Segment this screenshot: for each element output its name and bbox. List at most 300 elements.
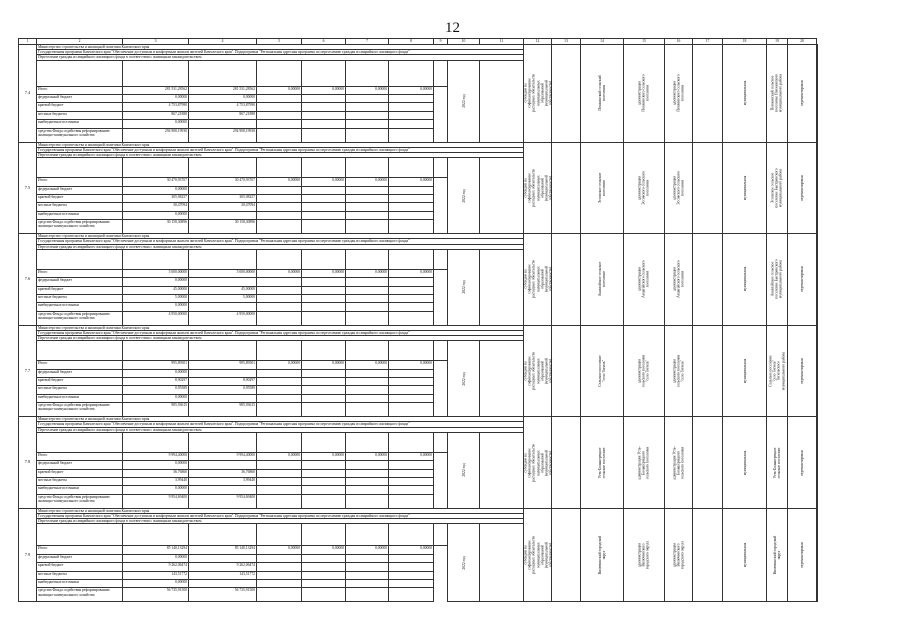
block-c14-text: администрация сельского поселения "село Тигиль" (637, 354, 651, 388)
block-c18-text: Эссовское сельское поселение Быстринского муниципального района (770, 168, 784, 208)
amount-total: 9 954,69400 (123, 494, 189, 508)
amount-later-year: 0,00000 (346, 86, 389, 94)
block-c11-text: субсидии на софинансирование расходных обязательств муниципальных образований (муниципальной собственности) (522, 536, 553, 574)
block-year (448, 524, 480, 602)
finance-row-label: местные бюджеты (37, 571, 123, 579)
amount-empty (389, 486, 434, 494)
amount-total: 45,00000 (123, 286, 189, 294)
block-header-line: Министерство строительства и жилищной политики Камчатского края (37, 45, 524, 50)
block-c18-text: Вилючинский городской округ (772, 535, 781, 575)
block-c17 (723, 417, 767, 509)
spacer-cell (123, 249, 189, 269)
amount-2022: 0,95589 (189, 386, 257, 394)
block-c11 (524, 417, 552, 509)
block-year-text: 2022 год (461, 372, 466, 386)
amount-2022: 9 262,06474 (189, 563, 257, 571)
amount-empty (257, 461, 302, 469)
program-table (18, 38, 818, 602)
amount-total: 294 908,19930 (123, 128, 189, 142)
block-c16 (693, 45, 723, 143)
amount-total: 0,00000 (123, 120, 189, 128)
amount-empty (257, 486, 302, 494)
finance-row-label: Итого (37, 269, 123, 277)
block-c16 (693, 417, 723, 509)
block-c17-text: муниципальная (742, 450, 747, 475)
amount-empty (389, 294, 434, 302)
finance-row-label: федеральный бюджет (37, 554, 123, 562)
amount-total: 30 470,93707 (123, 178, 189, 186)
amount-2022: 9 994,40000 (189, 452, 257, 460)
block-c12 (552, 325, 581, 417)
block-c20 (817, 417, 818, 509)
amount-total: 305,98257 (123, 194, 189, 202)
amount-empty (389, 286, 434, 294)
column-header: 15 (624, 39, 665, 45)
column-header: 18 (723, 39, 767, 45)
amount-later-year: 0,00000 (346, 452, 389, 460)
amount-total: 5,00000 (123, 294, 189, 302)
block-c19 (788, 142, 817, 234)
block-c13 (581, 234, 624, 326)
block-year (448, 249, 480, 325)
amount-empty (389, 111, 434, 119)
column-header: 3 (123, 39, 189, 45)
amount-empty (389, 194, 434, 202)
spacer-cell (257, 341, 302, 361)
amount-later-year: 0,00000 (302, 452, 346, 460)
amount-later-year: 0,00000 (257, 86, 302, 94)
finance-row-label: краевой бюджет (37, 194, 123, 202)
amount-total: 0,00000 (123, 303, 189, 311)
amount-empty (389, 278, 434, 286)
amount-2022 (189, 486, 257, 494)
amount-empty (346, 120, 389, 128)
block-c17 (723, 45, 767, 143)
block-c14-text: администрация Вилючинского городского округа (637, 540, 651, 570)
amount-total: 0,00000 (123, 186, 189, 194)
amount-2022: 56 735,91500 (189, 588, 257, 602)
block-header-line: Переселение граждан из аварийного жилищного фонда в соответствии с жилищным законодательством (37, 244, 524, 249)
spacer-cell (37, 60, 123, 86)
block-c13-text: Сельское поселение "село Тигиль" (597, 355, 606, 387)
block-c13-text: Вилючинский городской округ (597, 535, 606, 575)
amount-empty (389, 386, 434, 394)
amount-empty (302, 478, 346, 486)
amount-total: 30,47094 (123, 203, 189, 211)
block-header-line: Государственная программа Камчатского края "Обеспечение доступным и комфортным жильем жителей Камчатского края". Подпрограмма "Региональная адресная программа по переселению граждан из аварийного жилищного фонда" (37, 239, 524, 244)
amount-empty (302, 311, 346, 325)
amount-later-year: 0,00000 (389, 86, 434, 94)
column-header: 1 (19, 39, 37, 45)
spacer-cell (302, 158, 346, 178)
block-c16 (693, 325, 723, 417)
spacer-cell (189, 432, 257, 452)
block-header-line: Переселение граждан из аварийного жилищного фонда в соответствии с жилищным законодательством (37, 519, 524, 524)
amount-later-year: 0,00000 (389, 452, 434, 460)
amount-total: 0,00000 (123, 211, 189, 219)
finance-row-label: внебюджетные источники (37, 486, 123, 494)
amount-2022: 30 158,30896 (189, 220, 257, 234)
amount-2022: 45,00000 (189, 286, 257, 294)
block-c11-text: субсидии на софинансирование расходных обязательств муниципальных образований (муниципальной собственности) (522, 260, 553, 299)
spacer-cell (37, 158, 123, 178)
amount-empty (257, 194, 302, 202)
amount-empty (346, 194, 389, 202)
amount-empty (302, 588, 346, 602)
amount-empty (302, 286, 346, 294)
amount-total: 0,00000 (123, 95, 189, 103)
spacer-cell (434, 524, 448, 546)
spacer-cell (123, 524, 189, 546)
block-c15 (665, 417, 693, 509)
block-header-line: Министерство строительства и жилищной политики Камчатского края (37, 508, 524, 513)
amount-total: 0,00000 (123, 461, 189, 469)
amount-empty (389, 579, 434, 587)
amount-empty (302, 303, 346, 311)
block-c15 (665, 45, 693, 143)
block-c15 (665, 142, 693, 234)
block-year-text: 2022 год (461, 280, 466, 294)
amount-2022 (189, 554, 257, 562)
amount-2022 (189, 579, 257, 587)
block-c18 (767, 234, 788, 326)
block-c17 (723, 325, 767, 417)
amount-empty (302, 120, 346, 128)
amount-empty (389, 478, 434, 486)
amount-empty (257, 571, 302, 579)
block-c12 (552, 45, 581, 143)
amount-later-year: 0,00000 (302, 178, 346, 186)
amount-empty (302, 403, 346, 417)
amount-empty (346, 403, 389, 417)
block-year (448, 341, 480, 417)
block-c12 (552, 417, 581, 509)
amount-empty (346, 211, 389, 219)
finance-row-label: Итого (37, 361, 123, 369)
block-c15-text: администрация Вилючинского городского округа (672, 540, 685, 570)
block-c13 (581, 417, 624, 509)
block-c18 (767, 325, 788, 417)
column-header: 17 (693, 39, 723, 45)
spacer-cell (389, 158, 434, 178)
column-header: 20 (788, 39, 817, 45)
amount-empty (346, 278, 389, 286)
amount-empty (389, 588, 434, 602)
finance-row-label: внебюджетные источники (37, 303, 123, 311)
amount-empty (346, 203, 389, 211)
amount-later-year: 0,00000 (257, 452, 302, 460)
amount-empty (346, 486, 389, 494)
amount-empty (389, 128, 434, 142)
amount-2022 (189, 278, 257, 286)
block-c11 (524, 325, 552, 417)
amount-2022: 8,90297 (189, 378, 257, 386)
block-c11-text: субсидии на софинансирование расходных обязательств муниципальных образований (муниципальной собственности) (522, 169, 553, 207)
column-header: 6 (302, 39, 346, 45)
amount-later-year: 0,00000 (346, 361, 389, 369)
block-c11 (524, 508, 552, 602)
amount-later-year: 0,00000 (346, 546, 389, 554)
block-c15-text: администрация сельского поселения "село Тигиль" (672, 354, 685, 388)
block-c16 (693, 234, 723, 326)
amount-empty (346, 378, 389, 386)
block-c14-text: администрация Пенжинского сельского поселения (637, 74, 651, 112)
spacer-cell (302, 60, 346, 86)
amount-empty (346, 220, 389, 234)
block-c12 (552, 142, 581, 234)
amount-later-year: 0,00000 (389, 269, 434, 277)
amount-empty (346, 286, 389, 294)
block-c18-text: Пенжинский сельское поселение Пенжинского муниципального района (770, 74, 784, 113)
amount-empty (302, 211, 346, 219)
amount-empty (346, 186, 389, 194)
amount-later-year: 0,00000 (302, 269, 346, 277)
block-c15-text: администрация Пенжинского сельского поселения (672, 74, 685, 112)
block-c20 (817, 142, 818, 234)
block-c18 (767, 142, 788, 234)
finance-row-label: местные бюджеты (37, 478, 123, 486)
block-c19 (788, 325, 817, 417)
block-c15 (665, 234, 693, 326)
amount-empty (302, 103, 346, 111)
spacer-cell (480, 60, 524, 142)
spacer-cell (123, 60, 189, 86)
amount-empty (257, 294, 302, 302)
block-c19 (788, 234, 817, 326)
finance-row-label: краевой бюджет (37, 378, 123, 386)
amount-empty (346, 294, 389, 302)
block-index: 7.6 (19, 234, 37, 326)
amount-empty (302, 386, 346, 394)
amount-empty (389, 461, 434, 469)
amount-2022: 30,47094 (189, 203, 257, 211)
amount-empty (257, 579, 302, 587)
block-c14-text: администрация Усть-Большерецкого сельского поселения (637, 445, 651, 480)
block-c19-text: отремонтирован (799, 175, 804, 201)
block-header-line: Государственная программа Камчатского края "Обеспечение доступным и комфортным жильем жителей Камчатского края". Подпрограмма "Региональная адресная программа по переселению граждан из аварийного жилищного фонда" (37, 330, 524, 335)
spacer-cell (389, 432, 434, 452)
amount-2022 (189, 369, 257, 377)
amount-total: 85 140,13294 (123, 546, 189, 554)
block-c11-text: субсидии на софинансирование расходных обязательств муниципальных образований (муниципальной собственности) (522, 74, 553, 113)
spacer-cell (480, 341, 524, 417)
amount-total: 0,00000 (123, 369, 189, 377)
block-c17-text: муниципальная (742, 267, 747, 292)
amount-2022: 143,51772 (189, 571, 257, 579)
amount-2022 (189, 211, 257, 219)
amount-total: 0,00000 (123, 579, 189, 587)
amount-later-year: 0,00000 (302, 546, 346, 554)
finance-row-label: средства Фонда содействия реформированию жилищно-коммунального хозяйства (37, 128, 123, 142)
amount-empty (389, 311, 434, 325)
finance-row-label: краевой бюджет (37, 563, 123, 571)
amount-empty (257, 469, 302, 477)
block-year (448, 60, 480, 142)
amount-empty (257, 278, 302, 286)
block-c11 (524, 45, 552, 143)
amount-empty (257, 386, 302, 394)
amount-empty (346, 554, 389, 562)
finance-row-label: федеральный бюджет (37, 186, 123, 194)
amount-total: 985,93615 (123, 403, 189, 417)
amount-empty (302, 369, 346, 377)
amount-empty (302, 95, 346, 103)
column-header: 9 (434, 39, 448, 45)
finance-row-label: местные бюджеты (37, 294, 123, 302)
block-c11 (524, 234, 552, 326)
block-header-line: Министерство строительства и жилищной политики Камчатского края (37, 142, 524, 147)
amount-2022: 3,99440 (189, 478, 257, 486)
spacer-cell (346, 249, 389, 269)
amount-2022: 281 531,28562 (189, 86, 257, 94)
block-year (448, 432, 480, 508)
spacer-cell (302, 524, 346, 546)
amount-later-year: 0,00000 (257, 361, 302, 369)
page-number: 12 (445, 20, 460, 36)
finance-row-label: внебюджетные источники (37, 120, 123, 128)
amount-later-year: 0,00000 (389, 178, 434, 186)
block-c12 (552, 508, 581, 602)
block-header-line: Переселение граждан из аварийного жилищного фонда в соответствии с жилищным законодательством (37, 55, 524, 60)
block-c19-text: отремонтирован (799, 80, 804, 107)
block-c19-text: отремонтирован (799, 449, 804, 476)
spacer-cell (389, 60, 434, 86)
column-header: 13 (552, 39, 581, 45)
column-header: 4 (189, 39, 257, 45)
block-c19-text: отремонтирован (799, 266, 804, 293)
amount-total: 0,00000 (123, 554, 189, 562)
amount-empty (302, 220, 346, 234)
amount-2022 (189, 461, 257, 469)
block-c18 (767, 45, 788, 143)
block-header-line: Министерство строительства и жилищной политики Камчатского края (37, 417, 524, 422)
block-c19 (788, 508, 817, 602)
spacer-cell (257, 158, 302, 178)
spacer-cell (480, 432, 524, 508)
block-c13-text: Анавгайское сельское поселение (597, 262, 606, 297)
block-c13-text: Усть-Большерецкое сельское поселение (597, 447, 606, 478)
amount-total: 143,51772 (123, 571, 189, 579)
amount-total: 5 000,00000 (123, 269, 189, 277)
block-c20 (817, 45, 818, 143)
amount-2022: 985,93615 (189, 403, 257, 417)
amount-empty (389, 394, 434, 402)
block-c17 (723, 142, 767, 234)
block-c16 (693, 508, 723, 602)
finance-row-label: местные бюджеты (37, 203, 123, 211)
amount-empty (302, 554, 346, 562)
amount-empty (302, 111, 346, 119)
block-c18-text: Анавгайское сельское поселение Быстринского муниципального района (770, 259, 784, 300)
spacer-cell (37, 249, 123, 269)
amount-empty (346, 571, 389, 579)
spacer-cell (123, 158, 189, 178)
finance-row-label: Итого (37, 452, 123, 460)
amount-empty (389, 494, 434, 508)
amount-empty (389, 95, 434, 103)
finance-row-label: краевой бюджет (37, 469, 123, 477)
amount-empty (302, 294, 346, 302)
amount-total: 9 994,40000 (123, 452, 189, 460)
spacer-cell (189, 249, 257, 269)
amount-total: 56 735,91500 (123, 588, 189, 602)
spacer-cell (434, 60, 448, 86)
block-c19 (788, 417, 817, 509)
amount-2022: 4 753,87990 (189, 103, 257, 111)
spacer-cell (257, 60, 302, 86)
amount-empty (346, 111, 389, 119)
finance-row-label: местные бюджеты (37, 386, 123, 394)
amount-empty (257, 378, 302, 386)
amount-empty (257, 103, 302, 111)
amount-empty (346, 563, 389, 571)
block-c13 (581, 325, 624, 417)
block-c17 (723, 508, 767, 602)
amount-empty (302, 579, 346, 587)
block-header-line: Переселение граждан из аварийного жилищного фонда в соответствии с жилищным законодательством (37, 152, 524, 157)
spacer-cell (257, 432, 302, 452)
amount-empty (389, 120, 434, 128)
finance-row-label: средства Фонда содействия реформированию жилищно-коммунального хозяйства (37, 588, 123, 602)
amount-empty (257, 554, 302, 562)
amount-empty (389, 554, 434, 562)
amount-empty (346, 478, 389, 486)
amount-empty (346, 369, 389, 377)
block-c17-text: муниципальная (742, 81, 747, 106)
amount-empty (257, 203, 302, 211)
spacer-cell (189, 60, 257, 86)
block-c15 (665, 325, 693, 417)
amount-empty (389, 186, 434, 194)
amount-total: 4 753,87990 (123, 103, 189, 111)
block-header-line: Министерство строительства и жилищной политики Камчатского края (37, 325, 524, 330)
amount-empty (346, 303, 389, 311)
spacer-cell (389, 524, 434, 546)
amount-empty (302, 494, 346, 508)
block-year-text: 2022 год (461, 463, 466, 477)
amount-empty (257, 478, 302, 486)
spacer-cell (302, 249, 346, 269)
block-c11 (524, 142, 552, 234)
column-header: 16 (665, 39, 693, 45)
column-header: 12 (524, 39, 552, 45)
block-c12 (552, 234, 581, 326)
amount-2022 (189, 303, 257, 311)
finance-row-label: местные бюджеты (37, 111, 123, 119)
amount-empty (302, 571, 346, 579)
spacer-cell (257, 524, 302, 546)
amount-empty (257, 186, 302, 194)
amount-2022 (189, 394, 257, 402)
amount-total: 9 262,06474 (123, 563, 189, 571)
amount-empty (346, 128, 389, 142)
spacer-cell (302, 432, 346, 452)
amount-empty (257, 369, 302, 377)
amount-later-year: 0,00000 (257, 269, 302, 277)
finance-row-label: федеральный бюджет (37, 369, 123, 377)
spacer-cell (37, 341, 123, 361)
amount-empty (346, 386, 389, 394)
amount-total: 0,00000 (123, 278, 189, 286)
spacer-cell (346, 432, 389, 452)
block-index: 7.4 (19, 45, 37, 143)
spacer-cell (123, 341, 189, 361)
block-c13-text: Эссовское сельское поселение (597, 172, 606, 204)
amount-later-year: 0,00000 (257, 178, 302, 186)
amount-empty (257, 220, 302, 234)
amount-empty (346, 461, 389, 469)
amount-later-year: 0,00000 (346, 269, 389, 277)
